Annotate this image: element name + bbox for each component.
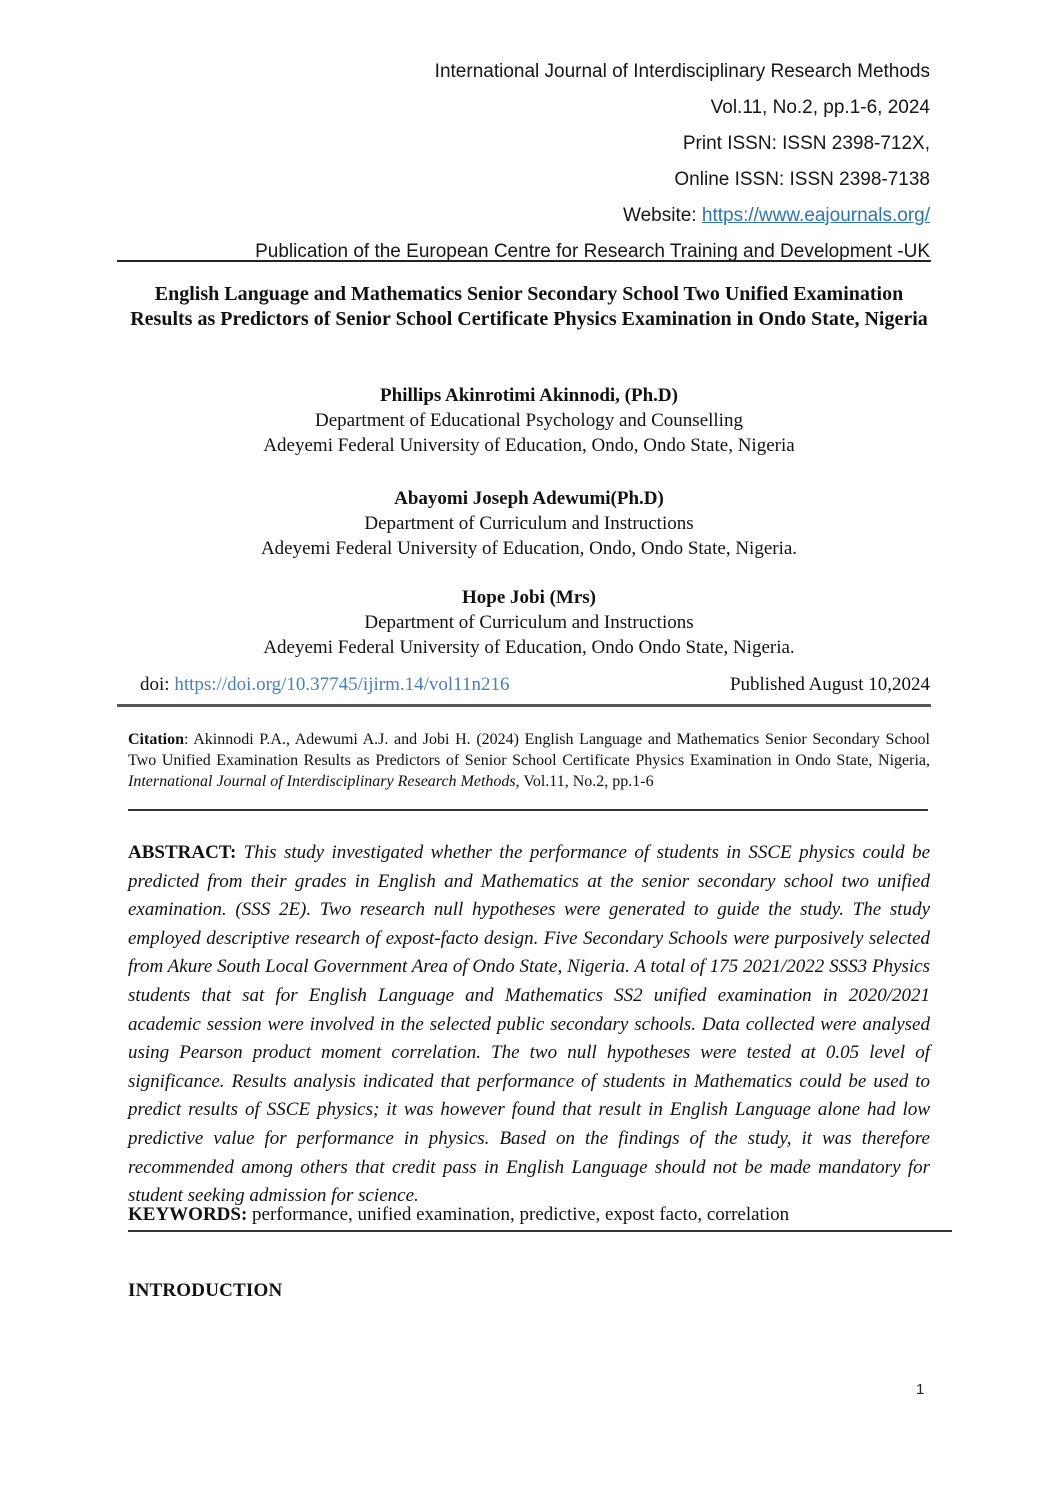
journal-name: International Journal of Interdisciplinary Research Methods xyxy=(434,61,930,82)
doi-label: doi: xyxy=(140,674,175,695)
author-name: Abayomi Joseph Adewumi(Ph.D) xyxy=(394,488,664,509)
abstract-paragraph xyxy=(128,839,930,1211)
abstract-label: ABSTRACT: xyxy=(128,842,244,863)
website-link[interactable]: https://www.eajournals.org/ xyxy=(701,205,930,226)
author-department: Department of Curriculum and Instructions xyxy=(364,612,694,633)
introduction-heading: INTRODUCTION xyxy=(128,1280,283,1301)
website-label: Website: xyxy=(623,205,702,226)
volume-info: Vol.11, No.2, pp.1-6, 2024 xyxy=(710,97,930,118)
citation-label: Citation xyxy=(128,731,184,748)
doi-link[interactable]: https://doi.org/10.37745/ijirm.14/vol11n216 xyxy=(174,674,510,695)
doi-divider xyxy=(117,704,931,707)
author-affiliation: Adeyemi Federal University of Education, Ondo, Ondo State, Nigeria xyxy=(263,435,795,456)
doi-row xyxy=(140,674,930,696)
keywords-divider xyxy=(128,1230,952,1232)
author-block-2 xyxy=(128,486,930,561)
online-issn: Online ISSN: ISSN 2398-7138 xyxy=(674,169,930,190)
published-date: Published August 10,2024 xyxy=(729,674,930,695)
citation-text: : Akinnodi P.A., Adewumi A.J. and Jobi H. (2024) English Language and Mathematics Senior Secondary School Two Unified Examination Results as Predictors of Senior School Certificate Physics Examination in Ondo State, Nigeria, xyxy=(128,731,930,769)
page-number: 1 xyxy=(916,1381,925,1398)
journal-header xyxy=(128,54,930,270)
keywords-text: performance, unified examination, predictive, expost facto, correlation xyxy=(252,1204,790,1225)
abstract-text: This study investigated whether the performance of students in SSCE physics could be predicted from their grades in English and Mathematics at the senior secondary school two unified examination. (SSS 2E). Two research null hypotheses were generated to guide the study. The study employed descriptive research of expost-facto design. Five Secondary Schools were purposively selected from Akure South Local Government Area of Ondo State, Nigeria. A total of 175 2021/2022 SSS3 Physics students that sat for English Language and Mathematics SS2 unified examination in 2020/2021 academic session were involved in the selected public secondary schools. Data collected were analysed using Pearson product moment correlation. The two null hypotheses were tested at 0.05 level of significance. Results analysis indicated that performance of students in Mathematics could be used to predict results of SSCE physics; it was however found that result in English Language alone had low predictive value for performance in physics. Based on the findings of the study, it was therefore recommended among others that credit pass in English Language should not be made mandatory for student seeking admission for science. xyxy=(128,842,931,1207)
citation-volume: , Vol.11, No.2, pp.1-6 xyxy=(515,773,654,790)
author-affiliation: Adeyemi Federal University of Education, Ondo Ondo State, Nigeria. xyxy=(263,637,795,658)
author-name: Hope Jobi (Mrs) xyxy=(461,587,597,608)
keywords-line xyxy=(128,1202,930,1227)
citation-divider xyxy=(128,809,928,811)
author-block-1 xyxy=(128,383,930,458)
citation-paragraph xyxy=(128,729,930,792)
author-department: Department of Educational Psychology and Counselling xyxy=(315,410,743,431)
keywords-label: KEYWORDS: xyxy=(128,1204,253,1225)
website-line xyxy=(128,198,930,234)
header-divider xyxy=(117,260,931,262)
author-block-3 xyxy=(128,585,930,660)
citation-journal-name: International Journal of Interdisciplinary Research Methods xyxy=(128,773,516,790)
author-department: Department of Curriculum and Instructions xyxy=(364,513,694,534)
author-affiliation: Adeyemi Federal University of Education, Ondo, Ondo State, Nigeria. xyxy=(260,538,798,559)
doi-line xyxy=(140,674,509,696)
author-name: Phillips Akinrotimi Akinnodi, (Ph.D) xyxy=(380,385,678,406)
paper-title: English Language and Mathematics Senior Secondary School Two Unified Examination Results as Predictors of Senior School Certificate Physics Examination in Ondo State, Nigeria xyxy=(130,283,928,330)
print-issn: Print ISSN: ISSN 2398-712X, xyxy=(682,133,930,154)
publication-note: Publication of the European Centre for Research Training and Development -UK xyxy=(255,241,930,262)
